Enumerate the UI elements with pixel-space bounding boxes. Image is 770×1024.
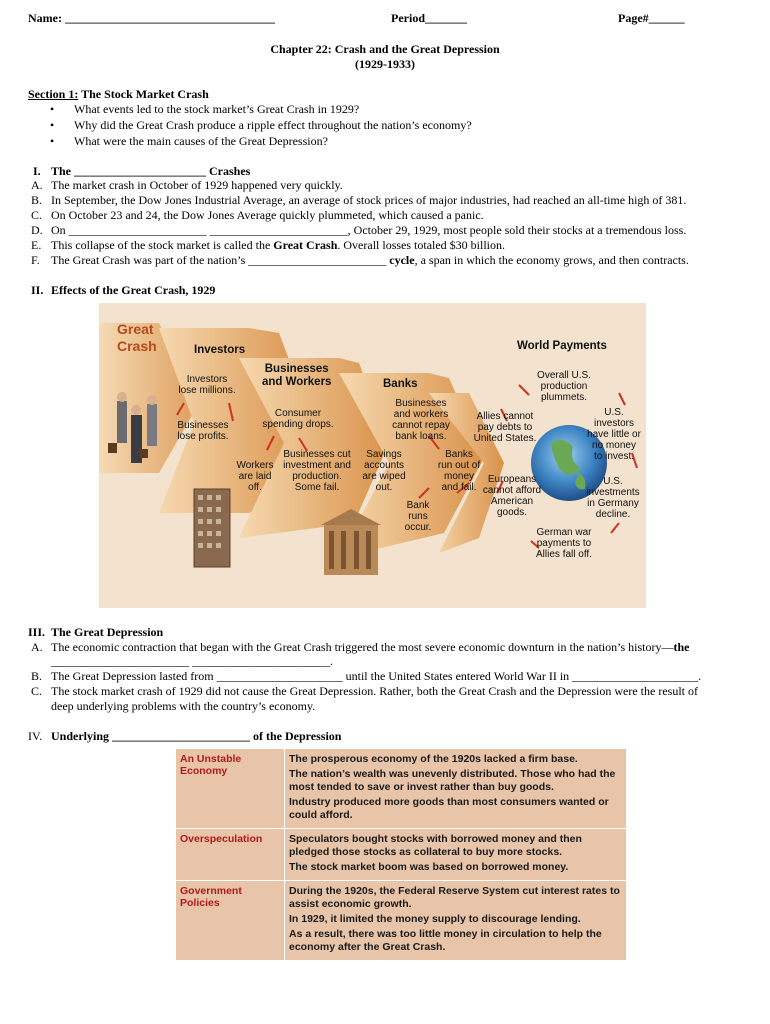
banks-heading: Banks [383, 378, 418, 390]
cause-label: An Unstable Economy [176, 749, 285, 829]
savings-wiped-text: Savings accounts are wiped out. [362, 449, 406, 493]
us-germany-text: U.S. investments in Germany decline. [586, 476, 640, 520]
great-crash-label: Great Crash [117, 321, 157, 354]
page-number-field[interactable]: Page#______ [618, 11, 685, 25]
cause-label: Government Policies [176, 881, 285, 961]
businesses-workers-heading: Businesses and Workers [262, 363, 332, 388]
effects-diagram [99, 303, 646, 608]
europeans-text: Europeans cannot afford American goods. [482, 474, 542, 518]
table-row [176, 749, 626, 829]
list-item[interactable]: F. The Great Crash was part of the nation’s _______________________ cycle, a span in which the economy grows, and then contracts. [31, 253, 689, 267]
list-item: E. This collapse of the stock market is called the Great Crash. Overall losses totaled $30 billion. [31, 238, 506, 252]
businesses-lose-text: Businesses lose profits. [177, 420, 229, 442]
chapter-years: (1929-1933) [355, 57, 415, 71]
period-field[interactable]: Period_______ [391, 11, 467, 25]
table-row [176, 881, 626, 961]
name-field[interactable]: Name: ___________________________________ [28, 11, 275, 25]
world-payments-heading: World Payments [517, 340, 607, 352]
chapter-title: Chapter 22: Crash and the Great Depression [270, 42, 500, 56]
list-item: C. On October 23 and 24, the Dow Jones Average quickly plummeted, which caused a panic. [31, 208, 484, 222]
investors-heading: Investors [194, 344, 246, 356]
german-war-text: German war payments to Allies fall off. [536, 527, 592, 560]
part3-number: III. [28, 625, 46, 639]
cause-details: The prosperous economy of the 1920s lacked a firm base. The nation’s wealth was unevenly distributed. Those who had the most tended to save or invest rather than buy goods. Industry produced more goods than most consumers wanted or could afford. [289, 753, 616, 821]
section1-heading [28, 87, 209, 102]
factory-building [194, 489, 230, 567]
section1-label: Section 1: [28, 87, 79, 101]
us-investors-text: U.S. investors have little or no money to invest. [587, 407, 641, 462]
consumer-spending-text: Consumer spending drops. [262, 408, 334, 430]
allies-debts-text: Allies cannot pay debts to United States. [473, 411, 537, 444]
cause-label: Overspeculation [176, 829, 285, 881]
list-item: A. The economic contraction that began with the Great Crash triggered the most severe economic downturn in the nation’s history—the [31, 640, 690, 654]
cause-details: Speculators bought stocks with borrowed money and then pledged those stocks as collateral to buy more stocks. The stock market boom was based on borrowed money. [285, 829, 627, 881]
question-1: • What events led to the stock market’s Great Crash in 1929? [50, 102, 360, 116]
workers-laid-off-text: Workers are laid off. [236, 460, 274, 493]
list-item: A. The market crash in October of 1929 happened very quickly. [31, 178, 343, 192]
us-production-text: Overall U.S. production plummets. [537, 370, 591, 403]
part2-number: II. [31, 283, 44, 297]
banks-fail-text: Banks run out of money and fail. [437, 449, 481, 493]
part2-heading: Effects of the Great Crash, 1929 [51, 283, 216, 297]
part4-number: IV. [28, 729, 43, 743]
list-item[interactable]: D. On _______________________ _______________________, October 29, 1929, most people sold their stocks at a tremendous loss. [31, 223, 687, 237]
part1-number: I. [33, 164, 41, 178]
list-item[interactable]: B. The Great Depression lasted from _____________________ until the United States entered World War II in _____________________. [31, 669, 702, 683]
list-item: B. In September, the Dow Jones Industrial Average, an average of stock prices of major industries, had reached an all-time high of 381. [31, 193, 687, 207]
list-item-continued: deep underlying problems with the country’s economy. [51, 699, 316, 713]
question-3: • What were the main causes of the Great Depression? [50, 134, 328, 148]
list-item: C. The stock market crash of 1929 did not cause the Great Depression. Rather, both the Great Crash and the Depression were the result of [31, 684, 698, 698]
cannot-repay-text: Businesses and workers cannot repay bank loans. [392, 398, 450, 442]
causes-table [176, 749, 626, 960]
investors-lose-text: Investors lose millions. [178, 374, 236, 396]
part1-heading[interactable]: The ______________________ Crashes [51, 164, 251, 178]
part4-heading[interactable]: Underlying _______________________ of the Depression [51, 729, 342, 743]
section1-title: The Stock Market Crash [78, 87, 209, 101]
question-2: • Why did the Great Crash produce a ripple effect throughout the nation’s economy? [50, 118, 472, 132]
blank-answer[interactable]: _______________________ _______________________. [51, 654, 333, 668]
businesses-cut-text: Businesses cut investment and production. Some fail. [283, 449, 351, 493]
part3-heading: The Great Depression [51, 625, 164, 639]
table-row [176, 829, 626, 881]
cause-details: During the 1920s, the Federal Reserve System cut interest rates to assist economic growth. In 1929, it limited the money supply to discourage lending. As a result, there was too little money in circulation to help the economy after the Great Crash. [285, 881, 627, 961]
bank-runs-text: Bank runs occur. [404, 500, 432, 533]
